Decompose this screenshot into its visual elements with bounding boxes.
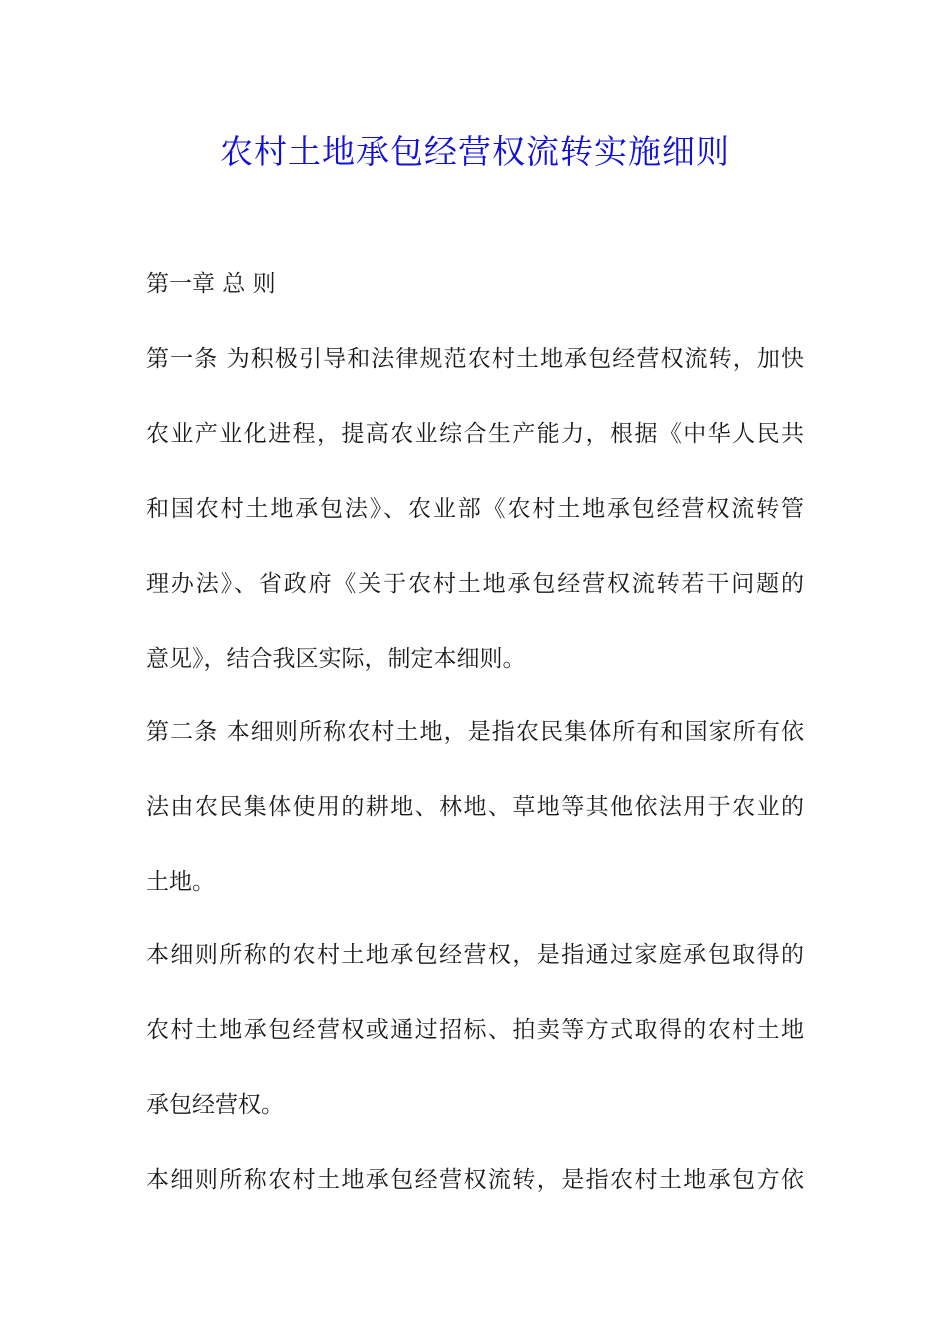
- paragraph-line: 农业产业化进程，提高农业综合生产能力，根据《中华人民共: [146, 421, 804, 447]
- paragraph-line: 农村土地承包经营权或通过招标、拍卖等方式取得的农村土地: [146, 1017, 804, 1043]
- paragraph-line: 理办法》、省政府《关于农村土地承包经营权流转若干问题的: [146, 571, 804, 597]
- paragraph-line: 本细则所称的农村土地承包经营权，是指通过家庭承包取得的: [146, 942, 804, 968]
- paragraph-line: 意见》，结合我区实际，制定本细则。: [146, 646, 526, 672]
- paragraph-line: 第二条 本细则所称农村土地，是指农民集体所有和国家所有依: [146, 719, 804, 745]
- chapter-heading: 第一章 总 则: [146, 271, 276, 297]
- document-title: 农村土地承包经营权流转实施细则: [220, 132, 730, 171]
- paragraph-line: 法由农民集体使用的耕地、林地、草地等其他依法用于农业的: [146, 794, 804, 820]
- paragraph-line: 第一条 为积极引导和法律规范农村土地承包经营权流转，加快: [146, 346, 804, 372]
- paragraph-line: 承包经营权。: [146, 1092, 284, 1118]
- paragraph-line: 本细则所称农村土地承包经营权流转，是指农村土地承包方依: [146, 1167, 804, 1193]
- paragraph-line: 和国农村土地承包法》、农业部《农村土地承包经营权流转管: [146, 496, 804, 522]
- paragraph-line: 土地。: [146, 869, 215, 895]
